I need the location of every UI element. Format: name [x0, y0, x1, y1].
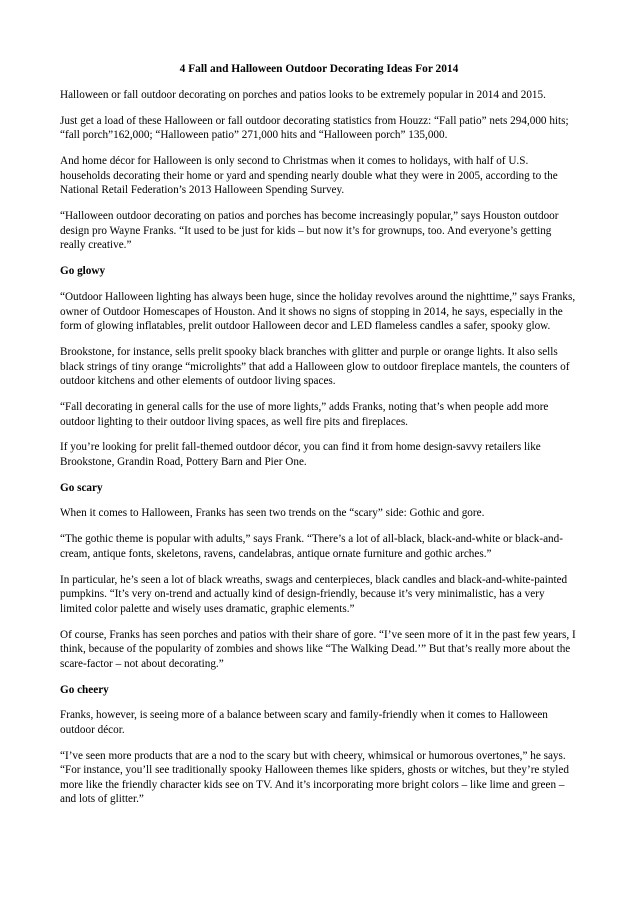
heading-go-cheery: Go cheery: [60, 683, 109, 696]
paragraph-franks-quote: “Halloween outdoor decorating on patios and porches has become increasingly popular,” says Houston outdoor design pro Wayne Franks. “It used to be just for kids – but now it’s for grownups, too. And everyone’s getting really creative.”: [60, 210, 559, 252]
paragraph-gore: Of course, Franks has seen porches and patios with their share of gore. “I’ve seen more of it in the past few years, I think, because of the popularity of zombies and shows like “The Walking Dead.’” But that’s really more about the scare-factor – not about decorating.”: [60, 628, 576, 670]
paragraph-houzz-stats: Just get a load of these Halloween or fall outdoor decorating statistics from Houzz: “Fall patio” nets 294,000 hits; “fall porch”162,000; “Halloween patio” 271,000 hits and “Halloween porch” 135,000.: [60, 114, 569, 142]
paragraph-nrf-survey: And home décor for Halloween is only second to Christmas when it comes to holidays, with half of U.S. households decorating their home or yard and spending nearly double what they were in 2005, according to the National Retail Federation’s 2013 Halloween Spending Survey.: [60, 155, 558, 197]
paragraph-more-lights: “Fall decorating in general calls for the use of more lights,” adds Franks, noting that’s when people add more outdoor lighting to their outdoor living spaces, as well fire pits and fireplaces.: [60, 400, 549, 428]
paragraph-intro: Halloween or fall outdoor decorating on porches and patios looks to be extremely popular in 2014 and 2015.: [60, 89, 546, 102]
heading-go-scary: Go scary: [60, 481, 103, 494]
paragraph-black-wreaths: In particular, he’s seen a lot of black wreaths, swags and centerpieces, black candles and black-and-white-painted pumpkins. “It’s very on-trend and actually kind of design-friendly, because it’s very minimalistic, has a very limited color palette and wisely uses dramatic, graphic elements.”: [60, 573, 568, 615]
paragraph-gothic-theme: “The gothic theme is popular with adults,” says Frank. “There’s a lot of all-black, black-and-white or black-and-cream, antique fonts, skeletons, ravens, candelabras, antique ornate furniture and gothic arches.”: [60, 533, 563, 560]
paragraph-brookstone: Brookstone, for instance, sells prelit spooky black branches with glitter and purple or orange lights. It also sells black strings of tiny orange “microlights” that add a Halloween glow to outdoor fireplace mantels, the counters of outdoor kitchens and other elements of outdoor living spaces.: [60, 345, 570, 388]
paragraph-two-trends: When it comes to Halloween, Franks has seen two trends on the “scary” side: Gothic and gore.: [60, 507, 485, 520]
heading-go-glowy: Go glowy: [60, 265, 106, 278]
paragraph-cheery-products: “I’ve seen more products that are a nod to the scary but with cheery, whimsical or humorous overtones,” he says. “For instance, you’ll see traditionally spooky Halloween themes like spiders, ghosts or witches, but they’re styled more like the friendly character kids see on TV. And it’s incorporating more bright colors – like lime and green – and lots of glitter.”: [60, 749, 569, 806]
paragraph-lighting: “Outdoor Halloween lighting has always been huge, since the holiday revolves around the nighttime,” says Franks, owner of Outdoor Homescapes of Houston. And it shows no signs of stopping in 2014, he says, especially in the form of glowing inflatables, prelit outdoor Halloween decor and LED flameless candles a safer, spooky glow.: [60, 290, 576, 333]
paragraph-retailers: If you’re looking for prelit fall-themed outdoor décor, you can find it from home design-savvy retailers like Brookstone, Grandin Road, Pottery Barn and Pier One.: [60, 441, 541, 468]
paragraph-balance: Franks, however, is seeing more of a balance between scary and family-friendly when it comes to Halloween outdoor décor.: [60, 709, 548, 736]
document-title: 4 Fall and Halloween Outdoor Decorating Ideas For 2014: [179, 63, 459, 75]
